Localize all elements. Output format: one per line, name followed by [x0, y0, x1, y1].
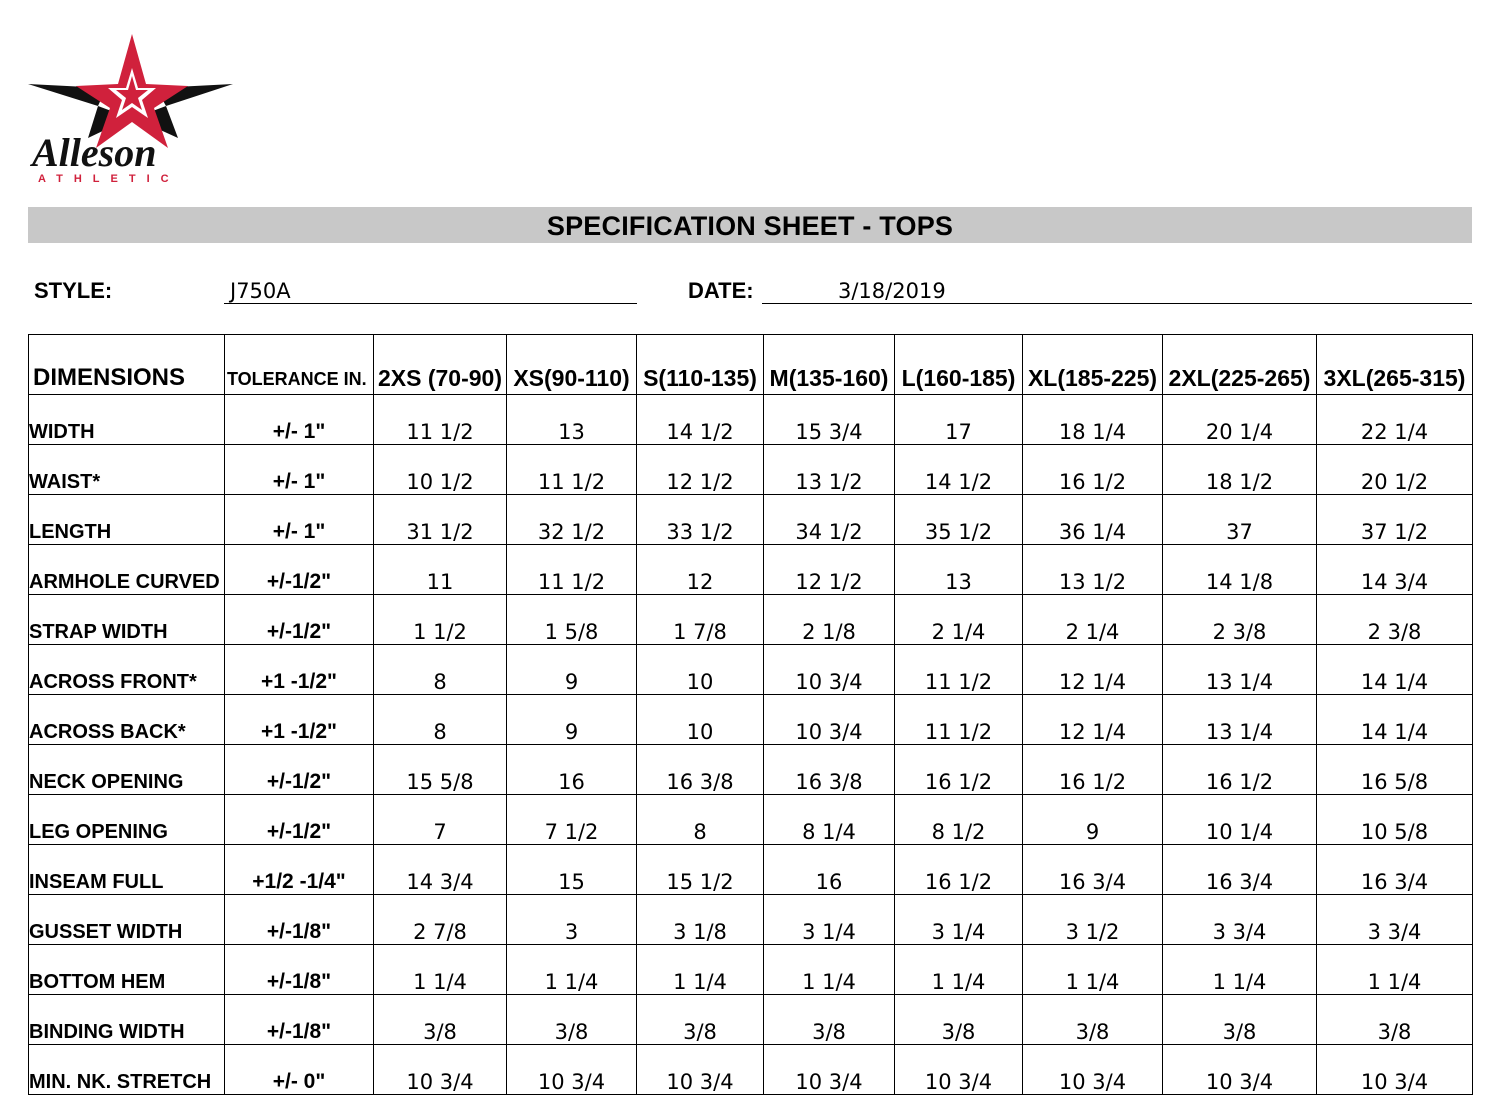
size-value-cell: 1 1/4: [764, 945, 895, 995]
size-value-cell: 3/8: [764, 995, 895, 1045]
size-value-cell: 10 3/4: [1317, 1045, 1473, 1095]
column-header: M(135-160): [764, 335, 895, 395]
size-value-cell: 16: [507, 745, 637, 795]
dimension-name: ARMHOLE CURVED: [29, 545, 225, 595]
size-value-cell: 3 3/4: [1317, 895, 1473, 945]
size-value-cell: 3 1/2: [1023, 895, 1163, 945]
size-value-cell: 1 1/4: [895, 945, 1023, 995]
size-value-cell: 8 1/2: [895, 795, 1023, 845]
table-row: [29, 1045, 1473, 1095]
size-value-cell: 3/8: [507, 995, 637, 1045]
size-value-cell: 3/8: [1163, 995, 1317, 1045]
size-value-cell: 13 1/2: [764, 445, 895, 495]
size-value-cell: 1 1/4: [1317, 945, 1473, 995]
size-value-cell: 11: [374, 545, 507, 595]
table-header-row: [29, 335, 1473, 395]
size-value-cell: 3 1/8: [637, 895, 764, 945]
size-value-cell: 16: [764, 845, 895, 895]
size-value-cell: 3/8: [895, 995, 1023, 1045]
size-value-cell: 1 5/8: [507, 595, 637, 645]
size-value-cell: 32 1/2: [507, 495, 637, 545]
size-value-cell: 8: [374, 695, 507, 745]
table-row: [29, 645, 1473, 695]
tolerance-cell: +/-1/8": [225, 895, 374, 945]
size-value-cell: 16 1/2: [895, 745, 1023, 795]
size-value-cell: 1 1/4: [637, 945, 764, 995]
size-value-cell: 10 3/4: [764, 645, 895, 695]
size-value-cell: 37 1/2: [1317, 495, 1473, 545]
tolerance-cell: +/-1/2": [225, 595, 374, 645]
dimension-name: BINDING WIDTH: [29, 995, 225, 1045]
tolerance-cell: +1/2 -1/4": [225, 845, 374, 895]
size-value-cell: 3/8: [1317, 995, 1473, 1045]
size-value-cell: 10 3/4: [374, 1045, 507, 1095]
size-value-cell: 15: [507, 845, 637, 895]
size-value-cell: 16 1/2: [1023, 745, 1163, 795]
size-value-cell: 22 1/4: [1317, 395, 1473, 445]
size-value-cell: 2 3/8: [1317, 595, 1473, 645]
size-value-cell: 3/8: [637, 995, 764, 1045]
tolerance-cell: +/- 1": [225, 445, 374, 495]
table-row: [29, 945, 1473, 995]
column-header: 2XS (70-90): [374, 335, 507, 395]
column-header: L(160-185): [895, 335, 1023, 395]
size-value-cell: 2 1/4: [895, 595, 1023, 645]
column-header: 2XL(225-265): [1163, 335, 1317, 395]
size-value-cell: 2 7/8: [374, 895, 507, 945]
size-value-cell: 8: [637, 795, 764, 845]
table-row: [29, 495, 1473, 545]
size-value-cell: 17: [895, 395, 1023, 445]
size-value-cell: 16 1/2: [895, 845, 1023, 895]
size-value-cell: 1 1/2: [374, 595, 507, 645]
tolerance-cell: +/-1/8": [225, 995, 374, 1045]
size-value-cell: 37: [1163, 495, 1317, 545]
size-value-cell: 10 3/4: [764, 695, 895, 745]
dimension-name: WAIST*: [29, 445, 225, 495]
size-value-cell: 36 1/4: [1023, 495, 1163, 545]
dimension-name: LEG OPENING: [29, 795, 225, 845]
size-value-cell: 10 3/4: [507, 1045, 637, 1095]
size-value-cell: 3/8: [1023, 995, 1163, 1045]
size-value-cell: 1 1/4: [507, 945, 637, 995]
sheet-title-bar: [28, 207, 1472, 243]
size-value-cell: 12 1/4: [1023, 695, 1163, 745]
tolerance-cell: +/- 0": [225, 1045, 374, 1095]
size-value-cell: 9: [1023, 795, 1163, 845]
size-value-cell: 34 1/2: [764, 495, 895, 545]
size-value-cell: 11 1/2: [895, 695, 1023, 745]
size-value-cell: 10 3/4: [1163, 1045, 1317, 1095]
size-value-cell: 11 1/2: [895, 645, 1023, 695]
size-value-cell: 2 1/8: [764, 595, 895, 645]
size-value-cell: 3/8: [374, 995, 507, 1045]
size-value-cell: 1 1/4: [1023, 945, 1163, 995]
dimension-name: WIDTH: [29, 395, 225, 445]
date-value: 3/18/2019: [762, 278, 1472, 304]
size-value-cell: 3 1/4: [895, 895, 1023, 945]
size-value-cell: 16 3/8: [764, 745, 895, 795]
dimension-name: ACROSS FRONT*: [29, 645, 225, 695]
size-value-cell: 13 1/4: [1163, 645, 1317, 695]
dimension-name: STRAP WIDTH: [29, 595, 225, 645]
size-value-cell: 10 3/4: [895, 1045, 1023, 1095]
size-value-cell: 11 1/2: [507, 545, 637, 595]
tolerance-cell: +/-1/2": [225, 545, 374, 595]
table-row: [29, 395, 1473, 445]
size-value-cell: 8: [374, 645, 507, 695]
dimension-name: LENGTH: [29, 495, 225, 545]
size-value-cell: 10 3/4: [1023, 1045, 1163, 1095]
size-value-cell: 10 1/2: [374, 445, 507, 495]
size-value-cell: 13 1/2: [1023, 545, 1163, 595]
size-value-cell: 9: [507, 645, 637, 695]
size-value-cell: 15 1/2: [637, 845, 764, 895]
dimension-name: INSEAM FULL: [29, 845, 225, 895]
size-value-cell: 20 1/2: [1317, 445, 1473, 495]
column-header: DIMENSIONS: [29, 335, 225, 395]
size-value-cell: 10 3/4: [637, 1045, 764, 1095]
size-value-cell: 18 1/4: [1023, 395, 1163, 445]
dimension-name: BOTTOM HEM: [29, 945, 225, 995]
tolerance-cell: +1 -1/2": [225, 695, 374, 745]
size-value-cell: 31 1/2: [374, 495, 507, 545]
style-value: J750A: [224, 278, 637, 304]
date-label: DATE:: [688, 278, 754, 303]
size-value-cell: 14 1/8: [1163, 545, 1317, 595]
column-header: XS(90-110): [507, 335, 637, 395]
column-header: 3XL(265-315): [1317, 335, 1473, 395]
size-value-cell: 3: [507, 895, 637, 945]
size-value-cell: 12: [637, 545, 764, 595]
size-value-cell: 15 3/4: [764, 395, 895, 445]
size-value-cell: 16 5/8: [1317, 745, 1473, 795]
table-row: [29, 845, 1473, 895]
tolerance-cell: +/-1/2": [225, 795, 374, 845]
size-value-cell: 12 1/4: [1023, 645, 1163, 695]
dimension-name: GUSSET WIDTH: [29, 895, 225, 945]
size-value-cell: 2 3/8: [1163, 595, 1317, 645]
size-value-cell: 10 3/4: [764, 1045, 895, 1095]
spec-table: [28, 334, 1473, 1095]
tolerance-cell: +1 -1/2": [225, 645, 374, 695]
size-value-cell: 13 1/4: [1163, 695, 1317, 745]
svg-text:Alleson: Alleson: [32, 130, 157, 175]
size-value-cell: 14 1/4: [1317, 645, 1473, 695]
column-header: XL(185-225): [1023, 335, 1163, 395]
size-value-cell: 16 3/4: [1023, 845, 1163, 895]
size-value-cell: 1 1/4: [1163, 945, 1317, 995]
size-value-cell: 14 3/4: [374, 845, 507, 895]
size-value-cell: 16 3/8: [637, 745, 764, 795]
size-value-cell: 12 1/2: [637, 445, 764, 495]
size-value-cell: 16 3/4: [1163, 845, 1317, 895]
size-value-cell: 33 1/2: [637, 495, 764, 545]
size-value-cell: 11 1/2: [374, 395, 507, 445]
size-value-cell: 8 1/4: [764, 795, 895, 845]
table-row: [29, 745, 1473, 795]
tolerance-cell: +/- 1": [225, 395, 374, 445]
tolerance-cell: +/-1/2": [225, 745, 374, 795]
size-value-cell: 10 1/4: [1163, 795, 1317, 845]
size-value-cell: 14 1/2: [637, 395, 764, 445]
dimension-name: ACROSS BACK*: [29, 695, 225, 745]
table-row: [29, 595, 1473, 645]
brand-logo: [28, 30, 238, 190]
size-value-cell: 1 1/4: [374, 945, 507, 995]
table-row: [29, 795, 1473, 845]
size-value-cell: 1 7/8: [637, 595, 764, 645]
size-value-cell: 16 3/4: [1317, 845, 1473, 895]
size-value-cell: 13: [895, 545, 1023, 595]
size-value-cell: 11 1/2: [507, 445, 637, 495]
sheet-title: SPECIFICATION SHEET - TOPS: [546, 211, 954, 241]
size-value-cell: 10: [637, 695, 764, 745]
size-value-cell: 15 5/8: [374, 745, 507, 795]
column-header: S(110-135): [637, 335, 764, 395]
size-value-cell: 14 1/4: [1317, 695, 1473, 745]
tolerance-cell: +/- 1": [225, 495, 374, 545]
size-value-cell: 16 1/2: [1163, 745, 1317, 795]
size-value-cell: 14 1/2: [895, 445, 1023, 495]
svg-text:ATHLETIC: ATHLETIC: [38, 173, 180, 185]
table-row: [29, 995, 1473, 1045]
size-value-cell: 18 1/2: [1163, 445, 1317, 495]
table-row: [29, 545, 1473, 595]
size-value-cell: 3 1/4: [764, 895, 895, 945]
table-row: [29, 895, 1473, 945]
size-value-cell: 16 1/2: [1023, 445, 1163, 495]
dimension-name: MIN. NK. STRETCH: [29, 1045, 225, 1095]
size-value-cell: 7 1/2: [507, 795, 637, 845]
size-value-cell: 3 3/4: [1163, 895, 1317, 945]
size-value-cell: 9: [507, 695, 637, 745]
size-value-cell: 35 1/2: [895, 495, 1023, 545]
table-row: [29, 695, 1473, 745]
column-header: TOLERANCE IN.: [225, 335, 374, 395]
size-value-cell: 14 3/4: [1317, 545, 1473, 595]
size-value-cell: 10 5/8: [1317, 795, 1473, 845]
star-logo-icon: [28, 30, 238, 190]
tolerance-cell: +/-1/8": [225, 945, 374, 995]
size-value-cell: 2 1/4: [1023, 595, 1163, 645]
size-value-cell: 7: [374, 795, 507, 845]
size-value-cell: 13: [507, 395, 637, 445]
size-value-cell: 10: [637, 645, 764, 695]
style-label: STYLE:: [34, 278, 113, 303]
dimension-name: NECK OPENING: [29, 745, 225, 795]
table-row: [29, 445, 1473, 495]
size-value-cell: 12 1/2: [764, 545, 895, 595]
size-value-cell: 20 1/4: [1163, 395, 1317, 445]
